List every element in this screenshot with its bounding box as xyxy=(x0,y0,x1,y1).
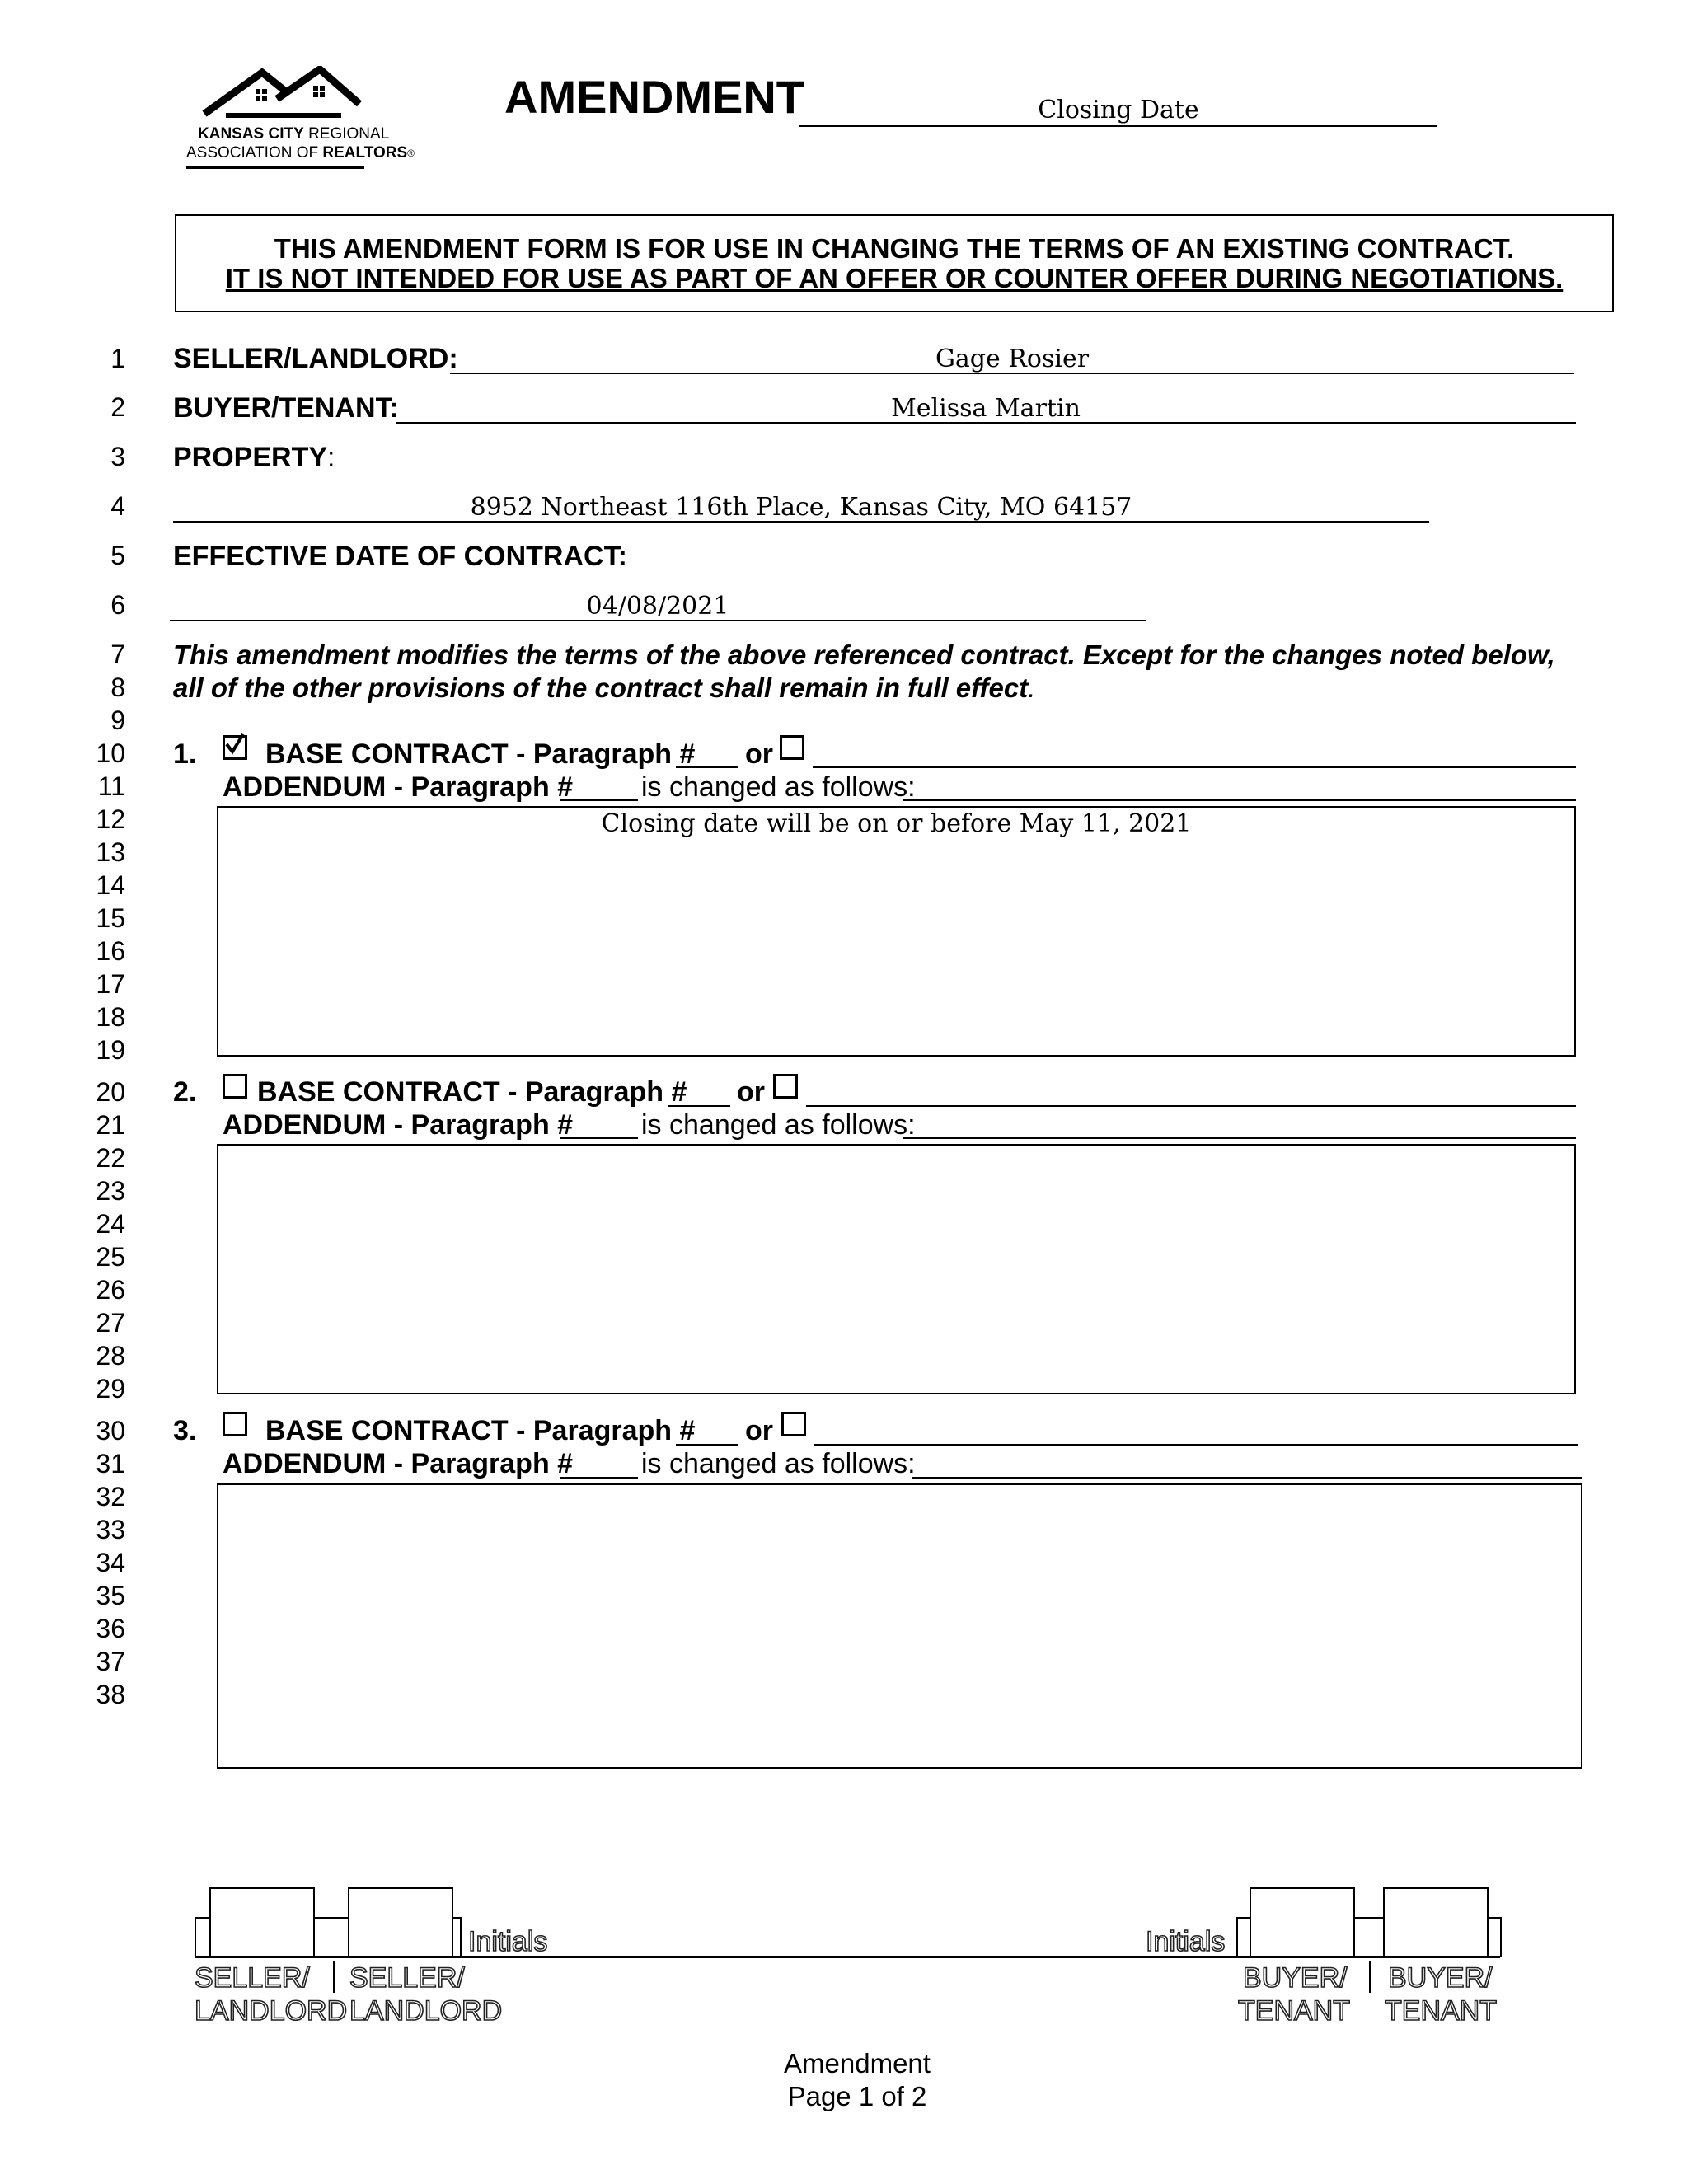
item-1-addendum-name-line xyxy=(813,766,1576,768)
item-2-addendum-label: ADDENDUM - Paragraph # xyxy=(223,1109,574,1141)
line-number: 8 xyxy=(110,673,125,702)
item-3-change-box[interactable] xyxy=(217,1483,1582,1769)
initials-left-gap xyxy=(315,1917,348,1957)
line-number: 27 xyxy=(96,1308,125,1338)
line-number: 23 xyxy=(96,1176,125,1206)
line-number: 24 xyxy=(96,1209,125,1239)
line-number: 16 xyxy=(96,936,125,966)
initials-right-start xyxy=(1236,1917,1250,1957)
line-number: 29 xyxy=(96,1374,125,1404)
notice-line2: IT IS NOT INTENDED FOR USE AS PART OF AN OFFER OR COUNTER OFFER DURING NEGOTIATIONS. xyxy=(225,263,1564,293)
line-number: 32 xyxy=(96,1482,125,1511)
line-number: 6 xyxy=(110,590,125,620)
line-number: 12 xyxy=(96,804,125,834)
buyer-1-label-line1: BUYER/ xyxy=(1243,1962,1348,1994)
logo-text-line1 xyxy=(198,125,389,143)
item-3-paragraph-line xyxy=(676,1444,738,1446)
title-fill-value[interactable]: Closing Date xyxy=(1038,96,1199,124)
item-2-addendum-name-line xyxy=(806,1105,1576,1107)
item-1-addendum-checkbox[interactable] xyxy=(780,735,804,760)
item-2-addendum-checkbox[interactable] xyxy=(773,1074,798,1099)
notice-line1: THIS AMENDMENT FORM IS FOR USE IN CHANGING THE TERMS OF AN EXISTING CONTRACT. xyxy=(274,233,1515,264)
item-3-addendum-label: ADDENDUM - Paragraph # xyxy=(223,1448,574,1479)
buyer-label: BUYER/TENANT: xyxy=(173,392,399,424)
page-title: AMENDMENT xyxy=(504,71,804,123)
item-2-paragraph-line xyxy=(668,1105,730,1107)
item-2-base-checkbox[interactable] xyxy=(223,1074,247,1099)
item-3-addendum-checkbox[interactable] xyxy=(781,1412,806,1436)
initials-label-right: Initials xyxy=(1146,1926,1226,1957)
buyer-2-label-line1: BUYER/ xyxy=(1388,1962,1493,1994)
seller-field[interactable]: Gage Rosier xyxy=(935,344,1090,373)
item-3-base-checkbox[interactable] xyxy=(223,1412,247,1436)
initials-left-end xyxy=(453,1917,462,1957)
checkmark-icon xyxy=(223,733,246,757)
line-number: 17 xyxy=(96,969,125,999)
item-2-base-label: BASE CONTRACT - Paragraph # xyxy=(257,1076,687,1108)
footer-page-number: Page 1 of 2 xyxy=(787,2081,927,2111)
item-1-base-checkbox[interactable] xyxy=(223,735,247,760)
initials-label-left: Initials xyxy=(468,1926,548,1957)
title-fill-line xyxy=(799,125,1437,127)
line-number: 5 xyxy=(110,541,125,570)
line-number: 7 xyxy=(110,640,125,669)
intro-line1: This amendment modifies the terms of the above referenced contract. Except for the changes noted below, xyxy=(173,640,1555,670)
line-number: 35 xyxy=(96,1581,125,1610)
line-number: 33 xyxy=(96,1515,125,1544)
line-number: 38 xyxy=(96,1680,125,1709)
line-number: 18 xyxy=(96,1002,125,1032)
item-2-number: 2. xyxy=(173,1076,197,1108)
line-number: 20 xyxy=(96,1077,125,1107)
item-3-addendum-paragraph-line xyxy=(560,1477,638,1479)
line-number: 25 xyxy=(96,1242,125,1272)
logo-kansas-city: KANSAS CITY xyxy=(198,125,304,143)
line-number: 2 xyxy=(110,392,125,422)
seller-initials-box-2[interactable] xyxy=(348,1887,453,1957)
kcrar-logo xyxy=(181,66,415,177)
logo-registered-mark: ® xyxy=(407,148,415,159)
effective-date-label: EFFECTIVE DATE OF CONTRACT: xyxy=(173,541,627,572)
intro-line2 xyxy=(173,672,1035,705)
intro-line2-text: all of the other provisions of the contract shall remain in full effect xyxy=(173,673,1029,703)
item-1-change-box[interactable] xyxy=(217,806,1576,1057)
effective-date-field[interactable]: 04/08/2021 xyxy=(586,592,729,621)
line-number: 28 xyxy=(96,1341,125,1371)
item-3-changed-label: is changed as follows: xyxy=(641,1448,916,1479)
seller-1-label-line2: LANDLORD xyxy=(195,1995,348,2027)
item-1-number: 1. xyxy=(173,738,197,770)
footer-form-name: Amendment xyxy=(784,2048,931,2079)
item-1-change-text: Closing date will be on or before May 11, 2021 xyxy=(601,809,1192,838)
buyer-divider xyxy=(1369,1961,1371,1993)
item-2-addendum-paragraph-line xyxy=(560,1137,638,1139)
line-number: 37 xyxy=(96,1647,125,1676)
line-number: 1 xyxy=(110,344,125,373)
initials-right-bracket xyxy=(1489,1917,1502,1957)
item-1-base-label: BASE CONTRACT - Paragraph # xyxy=(265,738,696,770)
seller-initials-box-1[interactable] xyxy=(209,1887,315,1957)
item-2-change-box[interactable] xyxy=(217,1144,1576,1394)
item-3-addendum-name-line xyxy=(814,1444,1578,1446)
line-number: 14 xyxy=(96,870,125,900)
buyer-initials-box-2[interactable] xyxy=(1383,1887,1489,1957)
logo-realtors: REALTORS xyxy=(322,144,408,162)
buyer-2-label-line2: TENANT xyxy=(1385,1995,1497,2027)
line-number: 26 xyxy=(96,1275,125,1305)
logo-regional: REGIONAL xyxy=(308,125,390,143)
logo-association-of: ASSOCIATION OF xyxy=(186,144,319,162)
line-number: 21 xyxy=(96,1110,125,1140)
item-2-changed-line xyxy=(903,1137,1576,1139)
logo-underline xyxy=(186,166,364,169)
buyer-initials-box-1[interactable] xyxy=(1250,1887,1355,1957)
item-3-base-label: BASE CONTRACT - Paragraph # xyxy=(265,1415,696,1446)
line-number: 31 xyxy=(96,1449,125,1479)
item-3-changed-line xyxy=(912,1477,1582,1479)
seller-divider xyxy=(333,1961,335,1993)
property-label xyxy=(173,441,335,474)
line-number: 30 xyxy=(96,1416,125,1446)
item-1-paragraph-line xyxy=(676,766,738,768)
line-number: 22 xyxy=(96,1143,125,1173)
seller-2-label-line2: LANDLORD xyxy=(349,1995,503,2027)
line-number: 9 xyxy=(110,705,125,735)
line-number: 15 xyxy=(96,903,125,933)
initials-right-gap xyxy=(1355,1917,1383,1957)
item-1-changed-line xyxy=(903,799,1576,801)
initials-left-bracket xyxy=(195,1917,209,1957)
item-1-addendum-paragraph-line xyxy=(560,799,638,801)
buyer-field[interactable]: Melissa Martin xyxy=(891,394,1081,423)
line-number: 13 xyxy=(96,837,125,867)
seller-label: SELLER/LANDLORD: xyxy=(173,343,458,374)
buyer-1-label-line2: TENANT xyxy=(1238,1995,1350,2027)
property-colon: : xyxy=(327,442,335,473)
line-number: 4 xyxy=(110,491,125,521)
intro-period: . xyxy=(1028,673,1036,703)
item-2-or: or xyxy=(737,1076,765,1108)
seller-1-label-line1: SELLER/ xyxy=(195,1962,310,1994)
item-3-number: 3. xyxy=(173,1415,197,1446)
line-number: 19 xyxy=(96,1035,125,1065)
house-roof-icon xyxy=(201,66,363,119)
property-label-text: PROPERTY xyxy=(173,442,328,473)
logo-text-line2 xyxy=(186,144,415,162)
seller-2-label-line1: SELLER/ xyxy=(349,1962,465,1994)
line-number: 36 xyxy=(96,1614,125,1643)
line-number: 3 xyxy=(110,442,125,471)
line-number: 34 xyxy=(96,1548,125,1577)
item-3-or: or xyxy=(745,1415,773,1446)
item-1-addendum-label: ADDENDUM - Paragraph # xyxy=(223,771,574,803)
property-field[interactable]: 8952 Northeast 116th Place, Kansas City, MO 64157 xyxy=(470,493,1132,522)
item-1-or: or xyxy=(745,738,773,770)
line-number: 10 xyxy=(96,738,125,768)
line-number: 11 xyxy=(97,771,125,801)
item-2-changed-label: is changed as follows: xyxy=(641,1109,916,1141)
item-1-changed-label: is changed as follows: xyxy=(641,771,916,803)
